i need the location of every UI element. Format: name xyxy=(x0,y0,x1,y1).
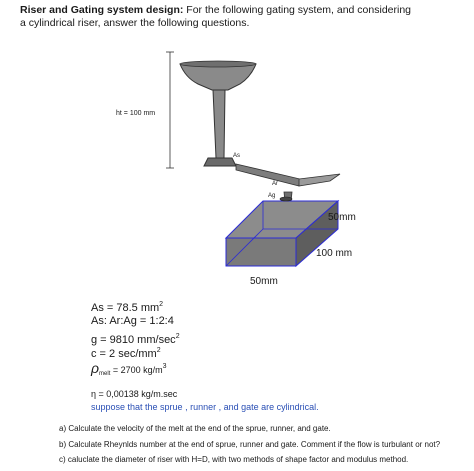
as-exp: 2 xyxy=(159,301,164,308)
casting-front xyxy=(226,238,296,266)
runner xyxy=(236,164,300,186)
c-value: c = 2 sec/mm xyxy=(91,348,157,360)
as-value: As = 78.5 mm xyxy=(91,302,160,314)
sprue-base xyxy=(204,158,236,166)
g-exp: 2 xyxy=(175,333,180,340)
rho-value: = 2700 kg/m xyxy=(112,365,163,375)
title-bold: Riser and Gating system design: xyxy=(20,4,184,16)
assumption-note: suppose that the sprue , runner , and gate are cylindrical. xyxy=(91,402,319,412)
ag-label: Ag xyxy=(268,193,276,199)
pouring-cup-rim xyxy=(180,61,256,67)
rho-exp: 3 xyxy=(162,363,167,370)
g-value: g = 9810 mm/sec xyxy=(91,334,176,346)
title-line-2: a cylindrical riser, answer the following questions. xyxy=(20,17,250,29)
as-label: As xyxy=(233,153,241,159)
as-value-line xyxy=(91,298,163,315)
eta-value: η = 0,00138 kg/m.sec xyxy=(91,389,178,399)
dim-50-bottom: 50mm xyxy=(250,276,278,287)
dim-50-right: 50mm xyxy=(328,212,356,223)
c-exp: 2 xyxy=(156,347,161,354)
ht-label: ht = 100 mm xyxy=(116,110,156,117)
rho-symbol: ρ xyxy=(91,360,100,376)
question-a: a) Calculate the velocity of the melt at the end of the sprue, runner, and gate. xyxy=(59,424,331,433)
rho-line xyxy=(91,360,167,381)
question-c: c) caluclate the diameter of riser with H=D, with two methods of shape factor and modulus method. xyxy=(59,455,409,464)
ratio-line: As: Ar:Ag = 1:2:4 xyxy=(91,315,174,327)
sprue xyxy=(213,90,225,158)
gate-mark xyxy=(280,197,292,201)
ar-label: Ar xyxy=(272,181,278,187)
c-value-line xyxy=(91,344,161,361)
runner-top xyxy=(299,174,340,186)
question-b: b) Calculate Rheynlds number at the end of sprue, runner and gate. Comment if the flow is turbulant or not? xyxy=(59,440,441,449)
pouring-cup xyxy=(180,64,256,90)
rho-sub: melt xyxy=(99,371,111,377)
dim-100: 100 mm xyxy=(316,248,353,259)
title-rest: For the following gating system, and considering xyxy=(183,4,412,16)
